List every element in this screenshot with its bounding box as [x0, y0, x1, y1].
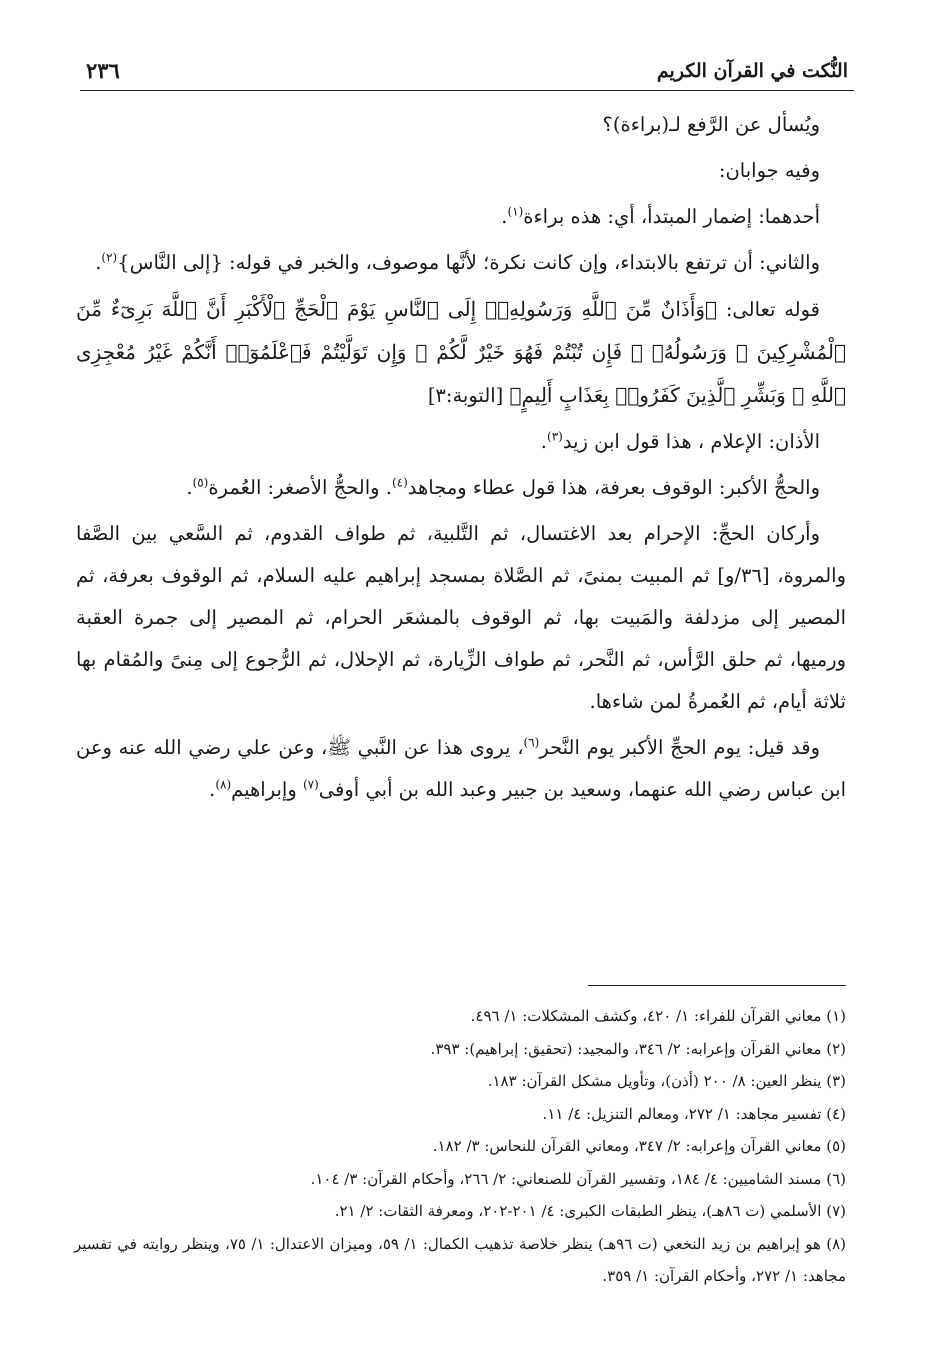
footnotes: [74, 1000, 846, 1293]
book-title: النُّكت في القرآن الكريم: [656, 60, 848, 82]
footnote-item: (٧) الأسلمي (ت ٨٦هـ)، ينظر الطبقات الكبرى: ٤/ ٢٠١-٢٠٢، ومعرفة الثقات: ٢/ ٢١.: [334, 1202, 846, 1220]
punctuation: .: [95, 251, 102, 274]
quran-verse: ﴿وَأَذَانٌ مِّنَ ٱللَّهِ وَرَسُولِهِۦٓ إِلَى ٱلنَّاسِ يَوْمَ ٱلْحَجِّ ٱلْأَكْبَرِ أَنَّ ٱللَّهَ بَرِىٓءٌ مِّنَ ٱلْمُشْرِكِينَ ۙ وَرَسُولُهُۥ ۚ فَإِن تُبْتُمْ فَهُوَ خَيْرٌ لَّكُمْ ۖ وَإِن تَوَلَّيْتُمْ فَٱعْلَمُوٓا۟ أَنَّكُمْ غَيْرُ مُعْجِزِى ٱللَّهِ ۗ وَبَشِّرِ ٱلَّذِينَ كَفَرُوا۟ بِعَذَابٍ أَلِيمٍ﴾: [76, 297, 846, 407]
main-text: [76, 104, 846, 815]
paragraph-first-answer: [76, 196, 846, 238]
paragraph-text: وإبراهيم: [231, 778, 303, 801]
paragraph-text: والثاني: أن ترتفع بالابتداء، وإن كانت نكرة؛ لأنَّها موصوف، والخبر في قوله: {إلى النَّاس}: [117, 251, 820, 274]
paragraph-second-answer: [76, 242, 846, 284]
footnote-item: (٤) تفسير مجاهد: ١/ ٢٧٢، ومعالم التنزيل: ٤/ ١١.: [542, 1104, 846, 1123]
punctuation: .: [501, 205, 508, 228]
footnote-ref[interactable]: (١): [507, 204, 524, 219]
footnote-item: (٢) معاني القرآن وإعرابه: ٢/ ٣٤٦، والمجيد: (تحقيق: إبراهيم): ٣٩٣.: [430, 1039, 846, 1058]
footnote-ref[interactable]: (٦): [523, 735, 540, 750]
paragraph-text: وأركان الحجِّ: الإحرام بعد الاغتسال، ثم التَّلبية، ثم طواف القدوم، ثم السَّعي بين الصَّفا والمروة، [٣٦/و] ثم المبيت بمنىً، ثم الصَّلاة بمسجد إبراهيم عليه السلام، ثم الوقوف بعرفة، ثم المصير إلى مزدلفة والمَبيت بها، ثم الوقوف بالمشعَر الحرام، ثم المصير إلى جمرة العقبة ورميها، ثم حلق الرَّأس، ثم النَّحر، ثم طواف الزِّيارة، ثم الإحلال، ثم الرُّجوع إلى مِنىً والمُقام بها ثلاثة أيام، ثم العُمرةُ لمن شاءها.: [76, 522, 847, 713]
footnote-divider: [588, 985, 846, 986]
paragraph-text: وقد قيل: يوم الحجِّ الأكبر يوم النَّحر: [539, 736, 820, 759]
paragraph-hajj-pillars: [76, 513, 846, 723]
footnote-ref[interactable]: (٧): [302, 777, 319, 792]
paragraph-text: . والحجُّ الأصغر: العُمرة: [208, 476, 392, 499]
footnote-item: (٦) مسند الشاميين: ٤/ ١٨٤، وتفسير القرآن للصنعاني: ٢/ ٢٦٦، وأحكام القرآن: ٣/ ١٠٤.: [310, 1169, 846, 1188]
footnote-ref[interactable]: (٨): [215, 777, 232, 792]
footnote-item: (٥) معاني القرآن وإعرابه: ٢/ ٣٤٧، ومعاني القرآن للنحاس: ٣/ ١٨٢.: [432, 1137, 846, 1155]
paragraph-question: [76, 104, 846, 146]
paragraph-text: الأذان: الإعلام ، هذا قول ابن زيد: [562, 430, 820, 453]
paragraph-verse: [76, 288, 846, 417]
footnote-ref[interactable]: (٥): [192, 475, 209, 490]
footnote-item: (١) معاني القرآن للفراء: ١/ ٤٢٠، وكشف المشكلات: ١/ ٤٩٦.: [470, 1007, 846, 1025]
running-header: [80, 58, 854, 91]
paragraph-text: والحجُّ الأكبر: الوقوف بعرفة، هذا قول عطاء ومجاهد: [407, 476, 820, 499]
paragraph-adhan: [76, 421, 846, 463]
paragraph-hajj-akbar: [76, 467, 846, 509]
paragraph-text: وفيه جوابان:: [718, 159, 820, 182]
paragraph-text: ويُسأل عن الرَّفع لـ(براءة)؟: [602, 113, 820, 136]
punctuation: .: [209, 778, 216, 801]
punctuation: .: [540, 430, 547, 453]
punctuation: .: [186, 476, 193, 499]
footnote-ref[interactable]: (٤): [391, 475, 408, 490]
paragraph-day-of-sacrifice: [76, 727, 846, 811]
paragraph-answers-intro: [76, 150, 846, 192]
verse-reference: [التوبة:٣]: [427, 384, 510, 407]
footnote-ref[interactable]: (٢): [101, 250, 118, 265]
footnote-item: (٨) هو إبراهيم بن زيد النخعي (ت ٩٦هـ) ينظر خلاصة تذهيب الكمال: ١/ ٥٩، وميزان الاعتدال: ١/ ٧٥، وينظر روايته في تفسير مجاهد: ١/ ٢٧٢، وأحكام القرآن: ١/ ٣٥٩.: [74, 1234, 846, 1285]
page-number: ٢٣٦: [86, 58, 120, 83]
paragraph-text: أحدهما: إضمار المبتدأ، أي: هذه براءة: [523, 205, 820, 228]
footnote-ref[interactable]: (٣): [547, 429, 563, 444]
verse-intro: قوله تعالى:: [717, 298, 820, 321]
footnote-item: (٣) ينظر العين: ٨/ ٢٠٠ (أذن)، وتأويل مشكل القرآن: ١٨٣.: [487, 1072, 846, 1090]
paragraph-text: ، يروى هذا عن النَّبي ﷺ، وعن علي رضي الله عنه وعن ابن عباس رضي الله عنهما، وسعيد بن جبير وعبد الله بن أبي أوفى: [76, 736, 846, 801]
